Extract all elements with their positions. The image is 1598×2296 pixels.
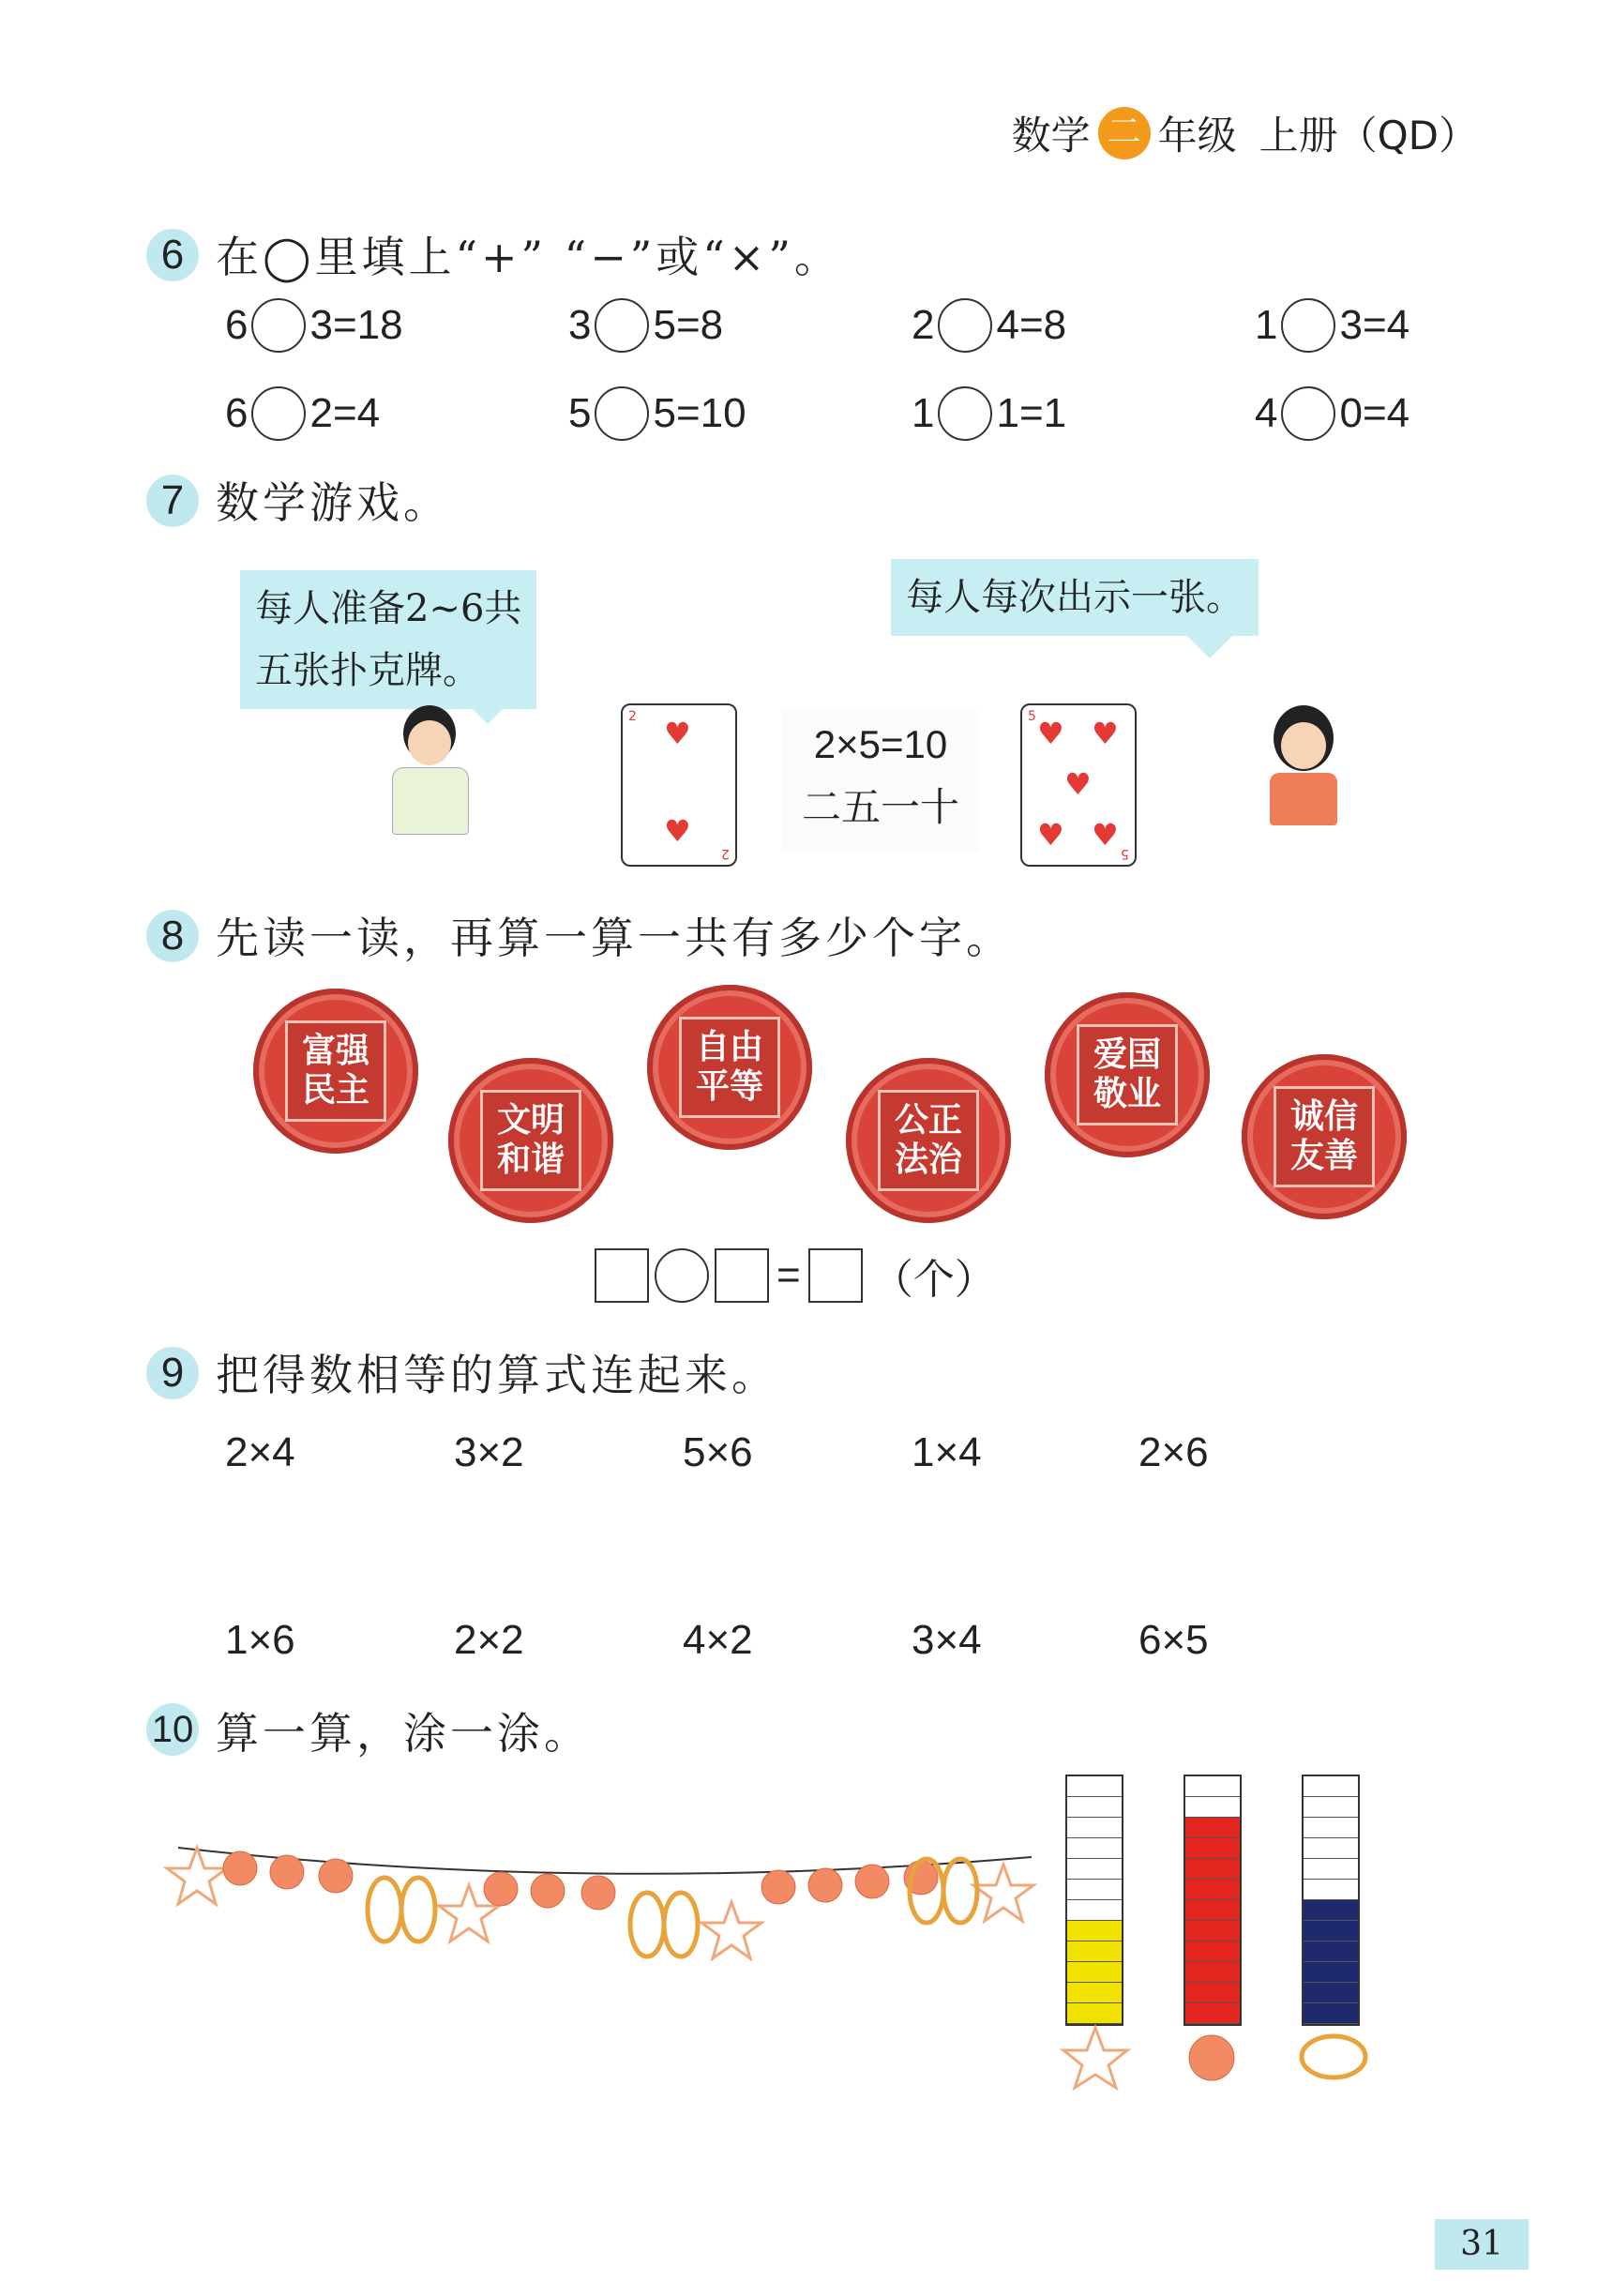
answer-box[interactable] [808, 1248, 863, 1303]
tube-cell[interactable] [1185, 1900, 1240, 1921]
page-header [1012, 105, 1478, 161]
bead-icon [319, 1859, 353, 1893]
answer-circle[interactable] [595, 386, 649, 441]
bead-icon [761, 1870, 795, 1904]
bead-icon [223, 1851, 257, 1885]
grade-badge: 二 [1098, 107, 1151, 159]
q6-equation: 6 2=4 [225, 386, 380, 441]
question-6-prompt: 在◯里填上“+” “−”或“×”。 [216, 232, 841, 282]
tube-cell[interactable] [1067, 1818, 1122, 1838]
tube-cell[interactable] [1304, 1880, 1358, 1900]
bead-icon [1183, 2030, 1240, 2086]
tube-cell[interactable] [1067, 1983, 1122, 2003]
question-number-9: 9 [146, 1347, 199, 1399]
tube-cell[interactable] [1304, 1900, 1358, 1921]
answer-circle[interactable] [595, 298, 649, 353]
heart-icon: ♥ [1092, 817, 1119, 853]
question-9-prompt: 把得数相等的算式连起来。 [216, 1350, 778, 1400]
value-seal: 文明 和谐 [448, 1058, 613, 1223]
match-expression-top[interactable]: 2×4 [225, 1429, 295, 1475]
tube-cell[interactable] [1067, 1797, 1122, 1818]
tube-cell[interactable] [1067, 1921, 1122, 1941]
tube-cell[interactable] [1304, 1983, 1358, 2003]
tube-cell[interactable] [1185, 1983, 1240, 2003]
heart-icon: ♥ [664, 716, 691, 751]
bead-icon [855, 1865, 889, 1898]
bead-icon [808, 1868, 842, 1902]
multiplication-rhyme: 二五一十 [801, 784, 959, 830]
tube-cell[interactable] [1304, 1921, 1358, 1941]
unit-label: （个） [871, 1256, 996, 1304]
bead-garland [159, 1820, 1041, 1988]
match-expression-top[interactable]: 2×6 [1138, 1429, 1209, 1475]
ring-count-tube[interactable] [1302, 1775, 1360, 2026]
value-seal: 富强 民主 [253, 989, 418, 1154]
match-expression-top[interactable]: 3×2 [454, 1429, 524, 1475]
value-seal: 诚信 友善 [1242, 1054, 1407, 1219]
match-expression-top[interactable]: 1×4 [912, 1429, 982, 1475]
tube-cell[interactable] [1185, 1941, 1240, 1962]
q6-equation: 6 3=18 [225, 298, 403, 353]
q6-equation: 3 5=8 [568, 298, 723, 353]
answer-circle[interactable] [1281, 386, 1335, 441]
tube-cell[interactable] [1185, 2003, 1240, 2024]
star-icon [167, 1848, 227, 1904]
operator-circle[interactable] [655, 1248, 709, 1303]
tube-cell[interactable] [1304, 1859, 1358, 1880]
match-expression-bottom[interactable]: 3×4 [912, 1617, 982, 1663]
match-expression-bottom[interactable]: 4×2 [683, 1617, 753, 1663]
card-rank: 5 [1121, 846, 1129, 861]
bead-count-tube[interactable] [1183, 1775, 1242, 2026]
match-expression-bottom[interactable]: 2×2 [454, 1617, 524, 1663]
question-number-8: 8 [146, 910, 199, 962]
speech-bubble-girl: 每人每次出示一张。 [891, 559, 1259, 636]
q6-equation: 5 5=10 [568, 386, 746, 441]
answer-circle[interactable] [251, 386, 306, 441]
bead-icon [531, 1874, 565, 1908]
tube-cell[interactable] [1304, 1797, 1358, 1818]
tube-cell[interactable] [1067, 1776, 1122, 1797]
ring-icon [664, 1893, 698, 1956]
grade-label: 年级 [1157, 113, 1237, 159]
star-count-tube[interactable] [1065, 1775, 1123, 2026]
match-expression-top[interactable]: 5×6 [683, 1429, 753, 1475]
heart-icon: ♥ [664, 813, 691, 849]
tube-cell[interactable] [1185, 1921, 1240, 1941]
answer-box[interactable] [715, 1248, 769, 1303]
answer-box[interactable] [595, 1248, 649, 1303]
value-seal: 公正 法治 [846, 1058, 1011, 1223]
question-7-prompt: 数学游戏。 [216, 477, 450, 528]
q6-equation: 1 1=1 [912, 386, 1066, 441]
playing-card-5 [1020, 703, 1137, 867]
answer-circle[interactable] [1281, 298, 1335, 353]
answer-circle[interactable] [938, 298, 992, 353]
heart-icon: ♥ [1092, 716, 1119, 751]
answer-circle[interactable] [251, 298, 306, 353]
ring-icon [630, 1893, 664, 1956]
question-8-prompt: 先读一读，再算一算一共有多少个字。 [216, 913, 1013, 963]
tube-cell[interactable] [1304, 1776, 1358, 1797]
tube-cell[interactable] [1185, 1838, 1240, 1859]
question-number-10: 10 [146, 1703, 199, 1756]
value-seal: 爱国 敬业 [1045, 992, 1210, 1157]
subject-label: 数学 [1011, 113, 1091, 159]
tube-cell[interactable] [1067, 1900, 1122, 1921]
girl-figure [1257, 705, 1350, 827]
tube-cell[interactable] [1185, 1880, 1240, 1900]
tube-cell[interactable] [1067, 1962, 1122, 1983]
answer-circle[interactable] [938, 386, 992, 441]
question-10-prompt: 算一算，涂一涂。 [216, 1708, 591, 1759]
star-icon [701, 1902, 761, 1958]
bead-icon [270, 1855, 304, 1889]
tube-cell[interactable] [1067, 2003, 1122, 2024]
ring-icon [368, 1878, 401, 1941]
value-seal: 自由 平等 [647, 985, 812, 1150]
card-rank: 2 [628, 709, 637, 724]
heart-icon: ♥ [1064, 766, 1092, 802]
question-number-6: 6 [146, 229, 199, 281]
tube-cell[interactable] [1185, 1797, 1240, 1818]
card-rank: 2 [721, 846, 730, 861]
ring-icon [401, 1878, 435, 1941]
equals-sign: = [776, 1252, 801, 1298]
q8-answer-row [595, 1246, 996, 1306]
ring-icon [943, 1859, 977, 1923]
tube-cell[interactable] [1067, 1941, 1122, 1962]
tube-cell[interactable] [1185, 1776, 1240, 1797]
bubble-tail [1187, 636, 1232, 658]
tube-cell[interactable] [1304, 1941, 1358, 1962]
boy-figure [383, 705, 476, 837]
card-rank: 5 [1028, 709, 1036, 724]
tube-cell[interactable] [1185, 1818, 1240, 1838]
tube-cell[interactable] [1304, 1962, 1358, 1983]
q6-equation: 2 4=8 [912, 298, 1066, 353]
q6-equation: 4 0=4 [1255, 386, 1410, 441]
page-number: 31 [1435, 2219, 1529, 2270]
tube-cell[interactable] [1067, 1838, 1122, 1859]
bead-icon [484, 1872, 518, 1906]
speech-bubble-boy: 每人准备2~6共 五张扑克牌。 [240, 570, 536, 709]
heart-icon: ♥ [1037, 716, 1064, 751]
card-equation: 2×5=10 [813, 722, 948, 766]
q6-equation: 1 3=4 [1255, 298, 1410, 353]
bead-icon [581, 1876, 615, 1910]
tube-cell[interactable] [1185, 1859, 1240, 1880]
match-expression-bottom[interactable]: 6×5 [1138, 1617, 1209, 1663]
tube-cell[interactable] [1304, 1838, 1358, 1859]
match-expression-bottom[interactable]: 1×6 [225, 1617, 295, 1663]
star-icon [1060, 2024, 1131, 2092]
heart-icon: ♥ [1037, 817, 1064, 853]
volume-label: 上册（QD） [1259, 113, 1478, 159]
card-equation-box [782, 711, 979, 852]
ring-icon [1296, 2030, 1371, 2084]
tube-cell[interactable] [1304, 2003, 1358, 2024]
tube-cell[interactable] [1067, 1880, 1122, 1900]
tube-cell[interactable] [1185, 1962, 1240, 1983]
tube-cell[interactable] [1304, 1818, 1358, 1838]
playing-card-2 [621, 703, 737, 867]
star-icon [973, 1865, 1033, 1921]
tube-cell[interactable] [1067, 1859, 1122, 1880]
question-number-7: 7 [146, 475, 199, 527]
